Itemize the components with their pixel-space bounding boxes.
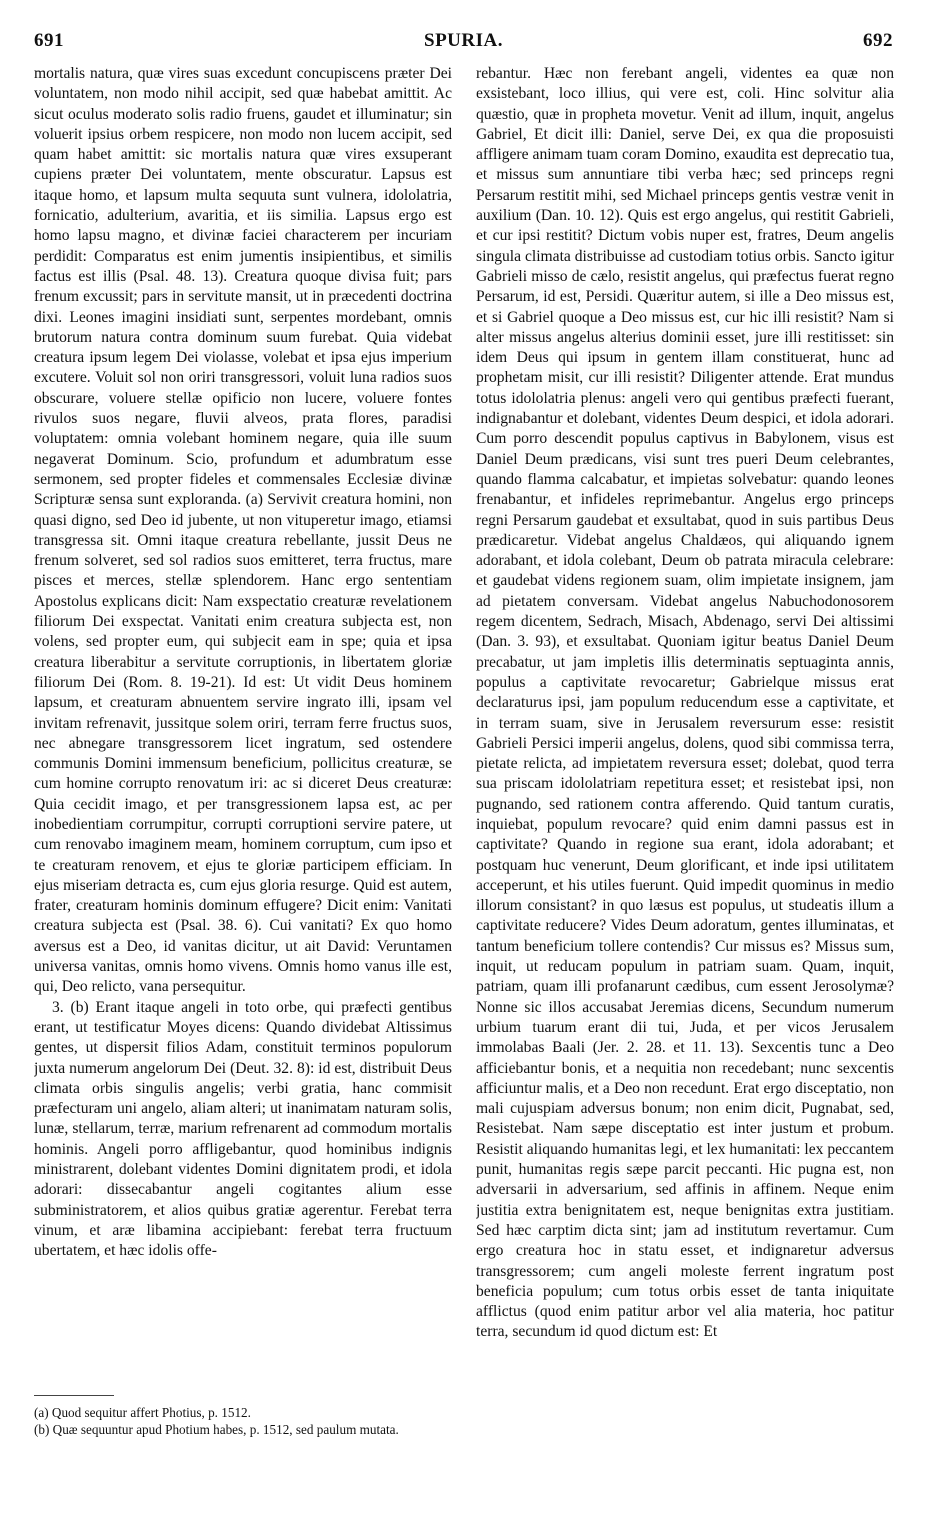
page-header — [34, 30, 893, 58]
left-paragraph-1: mortalis natura, quæ vires suas excedunt concupiscens præter Dei voluntatem, non modo nihil accipit, sed quæ habebat amittit. Ac sicut oculus moderato solis radio fruens, gaudet et illuminatur; sin voluerit ipsius orbem respicere, non modo non lucem accipit, sed quam habet amittit: sic mortalis natura quæ vires exsuperant cupiens præter Dei voluntatem, mente obscuratur. Lapsus est itaque homo, et lapsum multa sequuta sunt vulnera, idololatria, fornicatio, adulterium, avaritia, et iis similia. Lapsus ergo est homo lapsu magno, et divinæ faciei characterem per incuriam perdidit: Comparatus est enim jumentis insipientibus, et similis factus est illis (Psal. 48. 13). Creatura quoque divisa fuit; pars frenum excussit; pars in servitute mansit, ut in præcedenti doctrina dixi. Leones imagini insidiati sunt, serpentes mordebant, omnis brutorum natura contra dominum suum furebat. Quia videbat creatura ipsum legem Dei violasse, volebat et ipsa ejus imperium excutere. Voluit sol non oriri transgressori, voluit luna radios suos obscurare, voluere stellæ opificio non lucere, voluere fontes rivulos suos negare, fluvii alveos, prata flores, paradisi voluptatem: omnia volebant hominem negare, quia ille suum negaverat Dominum. Scio, profundum et adumbratum esse sermonem, sed propter fideles et commensales Ecclesiæ divinæ Scripturæ sensa sunt exploranda. (a) Servivit creatura homini, non quasi digno, sed Deo id jubente, ut non vituperetur imago, etiamsi transgressa sit. Omni itaque creatura rebellante, jussit Deus ne frenum solveret, sed sol radios suos emitteret, terra fructus, mare pisces et merces, stellæ splendorem. Hanc ergo sententiam Apostolus explicans dicit: Nam exspectatio creaturæ revelationem filiorum Dei exspectat. Vanitati enim creatura subjecta est, non volens, sed propter eum, qui subjecit eam in spe; quia et ipsa creatura liberabitur a servitute corruptionis, in libertatem gloriæ filiorum Dei (Rom. 8. 19-21). Id est: Ut vidit Deus hominem lapsum, et creaturam abnuentem servire ingrato illi, ipsam vel invitam refrenavit, jussitque solem oriri, terram ferre fructus suos, nec abnegare transgressorem licet ingratum, sed ostendere communis Domini immensum beneficium, pollicitus creaturæ, se cum homine corrupto renovatum iri: ac si diceret Deus creaturæ: Quia cecidit imago, et per transgressionem lapsa est, ac per inobedientiam corrumpitur, corrupti corruptioni servire patere, ut cum renovabo imaginem meam, hominem corruptum, cum ipso et te creaturam renovem, et ejus te gloriæ participem efficiam. In ejus miseriam detracta es, cum ejus gloria resurge. Quid est autem, frater, creaturam hominis dominum effugere? Dicit enim: Vanitati creatura subjecta est (Psal. 38. 6). Cui vanitati? Ex quo homo aversus est a Deo, id vanitas dicitur, ut ait David: Veruntamen universa vanitas, omnis homo vivens. Omnis homo vanus ille est, qui, Deo relicto, vana persequitur. — [34, 65, 452, 996]
running-title: SPURIA. — [424, 30, 503, 51]
page-number-left: 691 — [34, 30, 64, 51]
footnote-divider — [34, 1395, 114, 1396]
footnote-a: (a) Quod sequitur affert Photius, p. 1512. — [34, 1405, 251, 1420]
left-paragraph-2: 3. (b) Erant itaque angeli in toto orbe, qui præfecti gentibus erant, ut testificatur Moyes dicens: Quando dividebat Altissimus gentes, ut dispersit filios Adam, constituit terminos populorum juxta numerum angelorum Dei (Deut. 32. 8): id est, distribuit Deus climata orbis singulis angelis; verbi gratia, hanc commisit præfecturam uni angelo, aliam alteri; ut inanimatam naturam solis, lunæ, stellarum, terræ, marium refrenarent ad commodum mortalis hominis. Angeli porro affligebantur, quod hominibus indignis ministrarent, dolebant videntes Domini dignitatem prodi, et idola adorari: dissecabantur angeli cogitantes alium esse subministratorem, et alios quibus gratiæ agerentur. Ferebat terra vinum, et aræ libamina accipiebant: ferebat terra fructuum ubertatem, et hæc idolis offe- — [34, 998, 452, 1260]
left-column-text — [34, 64, 452, 1389]
footnotes — [34, 1404, 452, 1438]
page-number-right: 692 — [863, 30, 893, 51]
right-column — [476, 64, 894, 1526]
left-column — [34, 64, 452, 1438]
right-paragraph-1: rebantur. Hæc non ferebant angeli, videntes ea quæ non exsistebant, loco illius, qui vere est, coli. Hinc solvitur alia quæstio, quæ in propheta movetur. Venit ad illum, inquit, angelus Gabriel, Et dicit illi: Daniel, serve Dei, ex qua die proposuisti affligere animam tuam coram Domino, exaudita est deprecatio tua, et missus sum annuntiare tibi verba hæc; sed princeps regni Persarum restitit mihi, sed Michael princeps gentis vestræ venit in auxilium (Dan. 10. 12). Quis est ergo angelus, qui restitit Gabrieli, et cur ipsi restitit? Dictum vobis nuper est, fratres, Deum angelis singula climata distribuisse ad custodiam totius orbis. Sancto igitur Gabrieli misso de cælo, resistit angelus, qui præfectus fuerat regno Persarum, id est, Persidi. Quæritur autem, si ille a Deo missus est, et si Gabriel quoque a Deo missus est, cur hic illi resistit? Nam si alter missus angelus alterius dominii esset, jure illi restitisset: sin idem Deus qui ipsum in gentem illam constituerat, hunc ad prophetam misit, cur illi resistit? Diligenter attende. Erat mundus totus idololatria plenus: angeli vero qui gentibus præfecti fuerant, indignabantur et dolebant, videntes Deum despici, et idola adorari. Cum porro descendit populus captivus in Babylonem, visus est Daniel Deum prædicans, visi sunt tres pueri Deum celebrantes, quando flamma calcabatur, et impietas solvebatur: quando leones frenabantur, et infideles reprimebantur. Angelus ergo princeps regni Persarum gaudebat et exsultabat, quod in suis partibus Deus prædicaretur. Videbat angelus Chaldæos, qui aliquando ignem adorabant, et idola colebant, Deum ob patrata miracula celebrare: et gaudebat videns regionem suam, olim impietate insignem, jam ad pietatem conversam. Videbat angelus Nabuchodonosorem regem dicentem, Sedrach, Misach, Abdenago, servi Dei altissimi (Dan. 3. 93), et exsultabat. Quoniam igitur beatus Daniel Deum precabatur, ut jam impletis illis determinatis septuaginta annis, populus a captivitate revocaretur; Gabrielque missus erat declaraturus ipsi, jam populum reducendum esse a captivitate, et in terram suam, sive in Jerusalem reversurum esse: resistit Gabrieli Persici imperii angelus, dolens, quod sibi commissa terra, pietate relicta, ad impietatem reversura esset; dolebat, quod terra sua priscam idololatriam repetitura esset; et resistebat ipsi, non pugnando, sed rationem contra afferendo. Quid tantum curatis, inquiebat, populum revocare? quid enim damni passus est in captivitate? Quando in regione sua erant, idola adorabant; et postquam huc venerunt, Deum glorificant, et inde ipsi utilitatem acceperunt, et his utiles fuerunt. Quid impedit quominus in medio illorum consistant? in quo læsus est populus, ut studeatis illum a captivitate reducere? Vides Deum adoratum, gentes illuminatas, et tantum beneficium tollere contendis? Cur missus es? Missus sum, inquit, ut reducam populum in patriam suam. Quam, inquit, patriam, quam illi profanarunt cædibus, cum essent Jerosolymæ? Nonne sic illos accusabat Jeremias dicens, Secundum numerum urbium tuarum erant dii tui, Juda, et per vicos Jerusalem immolabas Baali (Jer. 2. 28. et 11. 13). Sexcentis tunc a Deo afficiebantur bonis, et a nequitia non recedebant; nunc sexcentis afficiuntur malis, et a Deo non recedunt. Erat ergo disceptatio, non mali cujuspiam adversus bonum; non enim dicit, Pugnabat, sed, Resistebat. Nam sæpe disceptatio est inter justum et probum. Resistit aliquando humanitas legi, et lex humanitati: lex peccantem punit, humanitas regis sæpe parcit peccanti. Hic pugna est, non adversarii in adversarium, sed affinis in affinem. Neque enim justitia extra benignitatem est, neque benignitas extra justitiam. Sed hæc carptim dicta sint; jam ad institutum revertamur. Cum ergo creatura hoc in statu esset, et indignaretur adversus transgressorem; cum angeli moleste ferrent ingratum post beneficia populum; cum totus orbis esset de tanta iniquitate afflictus (quod enim patitur arbor vel alia materia, hoc patitur terra, secundum id quod dictum est: Et — [476, 65, 894, 1341]
footnote-b: (b) Quæ sequuntur apud Photium habes, p. 1512, sed paulum mutata. — [34, 1422, 399, 1437]
right-column-text — [476, 64, 894, 1526]
